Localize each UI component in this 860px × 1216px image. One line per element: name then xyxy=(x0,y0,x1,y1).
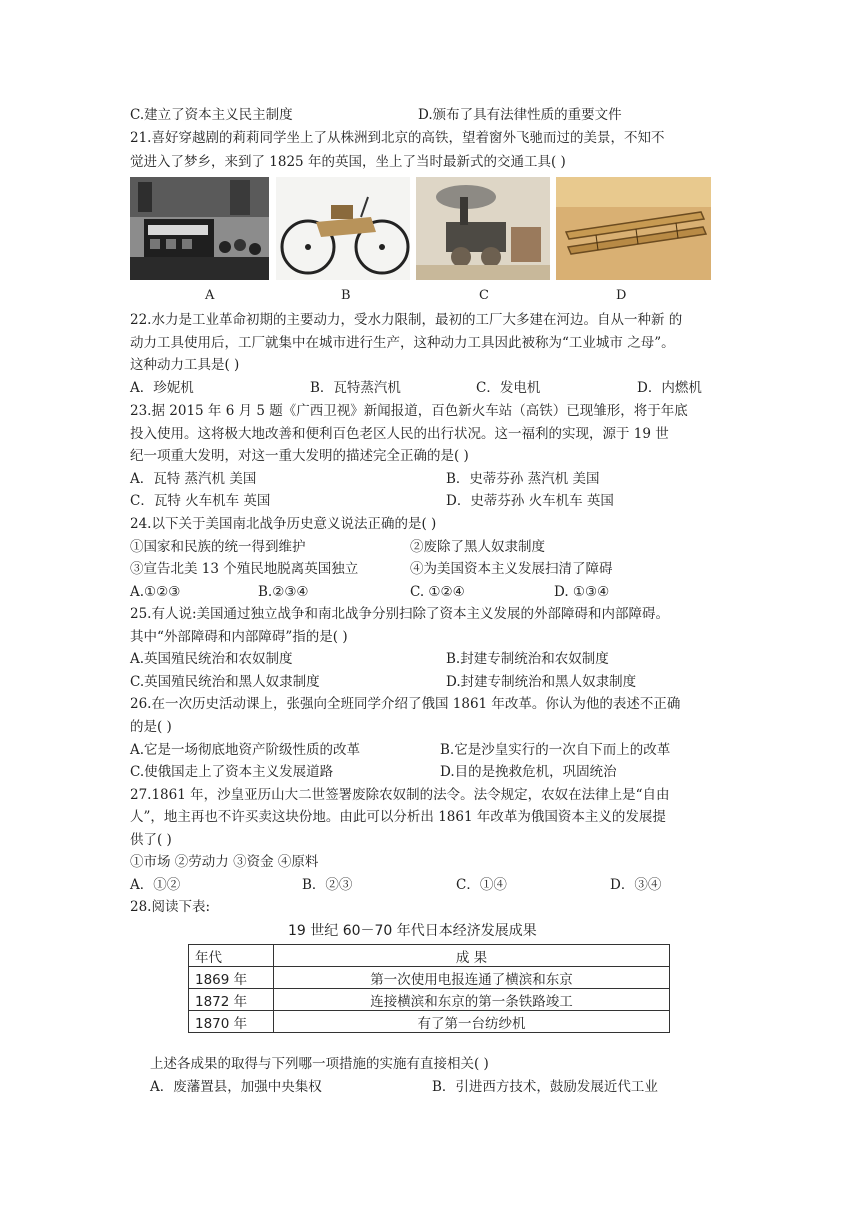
q28-stem: 28.阅读下表: xyxy=(130,899,211,915)
table-cell-result: 第一次使用电报连通了横滨和东京 xyxy=(274,967,670,989)
achievement-table xyxy=(188,944,670,1033)
q24-statement-3: ③宣告北美 13 个殖民地脱离英国独立 xyxy=(130,561,359,577)
table-row xyxy=(189,967,670,989)
option-label-a: A xyxy=(205,288,215,303)
table-cell-year: 1869 年 xyxy=(189,967,274,989)
q28-option-a: A．废藩置县，加强中央集权 xyxy=(150,1079,322,1095)
q25-option-a: A.英国殖民统治和农奴制度 xyxy=(130,651,293,667)
q23-stem-line2: 投入使用。这将极大地改善和便利百色老区人民的出行状况。这一福利的实现，源于 19 世 xyxy=(130,426,669,442)
q20-option-d: D.颁布了具有法律性质的重要文件 xyxy=(418,107,622,123)
q26-stem-line2: 的是( ) xyxy=(130,719,172,735)
q22-option-d: D．内燃机 xyxy=(637,380,702,396)
q27-stem-line3: 供了( ) xyxy=(130,832,172,848)
q25-option-b: B.封建专制统治和农奴制度 xyxy=(446,651,609,667)
q25-option-c: C.英国殖民统治和黑人奴隶制度 xyxy=(130,674,320,690)
q22-option-c: C．发电机 xyxy=(476,380,541,396)
q21-stem-line2: 觉进入了梦乡，来到了 1825 年的英国，坐上了当时最新式的交通工具( ) xyxy=(130,154,566,170)
tram-photo xyxy=(130,177,269,280)
table-title: 19 世纪 60－70 年代日本经济发展成果 xyxy=(288,923,537,939)
q27-statements: ①市场 ②劳动力 ③资金 ④原料 xyxy=(130,854,319,870)
q23-stem-line3: 纪一项重大发明，对这一重大发明的描述完全正确的是( ) xyxy=(130,448,469,464)
table-header-cell: 年代 xyxy=(189,945,274,967)
q27-option-c: C．①④ xyxy=(456,877,507,893)
table-cell-year: 1872 年 xyxy=(189,989,274,1011)
q26-option-c: C.使俄国走上了资本主义发展道路 xyxy=(130,764,334,780)
q24-option-b: B.②③④ xyxy=(258,584,309,600)
q24-option-c: C. ①②④ xyxy=(410,584,465,600)
q23-stem-line1: 23.据 2015 年 6 月 5 题《广西卫视》新闻报道，百色新火车站（高铁）已现雏形，将于年底 xyxy=(130,403,688,419)
q24-statement-4: ④为美国资本主义发展扫清了障碍 xyxy=(410,561,613,577)
q28-option-b: B．引进西方技术，鼓励发展近代工业 xyxy=(432,1079,658,1095)
q26-option-b: B.它是沙皇实行的一次自下而上的改革 xyxy=(440,742,671,758)
option-label-b: B xyxy=(341,288,351,303)
q25-stem-line1: 25.有人说:美国通过独立战争和南北战争分别扫除了资本主义发展的外部障碍和内部障碍。 xyxy=(130,606,670,622)
q22-option-b: B．瓦特蒸汽机 xyxy=(310,380,401,396)
table-cell-result: 连接横滨和东京的第一条铁路竣工 xyxy=(274,989,670,1011)
early-automobile-photo xyxy=(276,177,410,280)
table-header-row xyxy=(189,945,670,967)
table-row xyxy=(189,1011,670,1033)
q26-option-d: D.目的是挽救危机，巩固统治 xyxy=(440,764,617,780)
q27-option-d: D．③④ xyxy=(610,877,662,893)
table-cell-result: 有了第一台纺纱机 xyxy=(274,1011,670,1033)
table-cell-year: 1870 年 xyxy=(189,1011,274,1033)
q25-stem-line2: 其中“外部障碍和内部障碍”指的是( ) xyxy=(130,629,348,645)
q24-stem: 24.以下关于美国南北战争历史意义说法正确的是( ) xyxy=(130,516,437,532)
early-airplane-photo xyxy=(556,177,711,280)
table-row xyxy=(189,989,670,1011)
q22-stem-line2: 动力工具使用后，工厂就集中在城市进行生产，这种动力工具因此被称为“工业城市 之母”。 xyxy=(130,335,675,351)
option-label-c: C xyxy=(479,288,489,303)
option-label-d: D xyxy=(616,288,627,303)
q26-option-a: A.它是一场彻底地资产阶级性质的改革 xyxy=(130,742,361,758)
steam-locomotive-photo xyxy=(416,177,550,280)
q24-option-a: A.①②③ xyxy=(130,584,181,600)
q21-stem-line1: 21.喜好穿越剧的莉莉同学坐上了从株洲到北京的高铁，望着窗外飞驰而过的美景，不知不 xyxy=(130,130,665,146)
q27-option-a: A．①② xyxy=(130,877,181,893)
q26-stem-line1: 26.在一次历史活动课上，张强向全班同学介绍了俄国 1861 年改革。你认为他的表述不正确 xyxy=(130,696,681,712)
q22-stem-line1: 22.水力是工业革命初期的主要动力，受水力限制，最初的工厂大多建在河边。自从一种新 的 xyxy=(130,312,683,328)
q22-option-a: A．珍妮机 xyxy=(130,380,194,396)
q24-statement-2: ②废除了黑人奴隶制度 xyxy=(410,539,545,555)
q27-stem-line2: 人”，地主再也不许买卖这块份地。由此可以分析出 1861 年改革为俄国资本主义的发展提 xyxy=(130,809,666,825)
q23-option-c: C．瓦特 火车机车 英国 xyxy=(130,493,271,509)
q25-option-d: D.封建专制统治和黑人奴隶制度 xyxy=(446,674,637,690)
q24-option-d: D. ①③④ xyxy=(554,584,610,600)
q22-stem-line3: 这种动力工具是( ) xyxy=(130,357,240,373)
table-header-cell: 成 果 xyxy=(274,945,670,967)
q27-option-b: B．②③ xyxy=(302,877,353,893)
q28-question: 上述各成果的取得与下列哪一项措施的实施有直接相关( ) xyxy=(150,1056,489,1072)
q24-statement-1: ①国家和民族的统一得到维护 xyxy=(130,539,306,555)
q23-option-a: A．瓦特 蒸汽机 美国 xyxy=(130,471,257,487)
q23-option-b: B．史蒂芬孙 蒸汽机 美国 xyxy=(446,471,600,487)
q23-option-d: D．史蒂芬孙 火车机车 英国 xyxy=(446,493,614,509)
q27-stem-line1: 27.1861 年，沙皇亚历山大二世签署废除农奴制的法令。法令规定，农奴在法律上是“自由 xyxy=(130,787,670,803)
q20-option-c: C.建立了资本主义民主制度 xyxy=(130,107,293,123)
